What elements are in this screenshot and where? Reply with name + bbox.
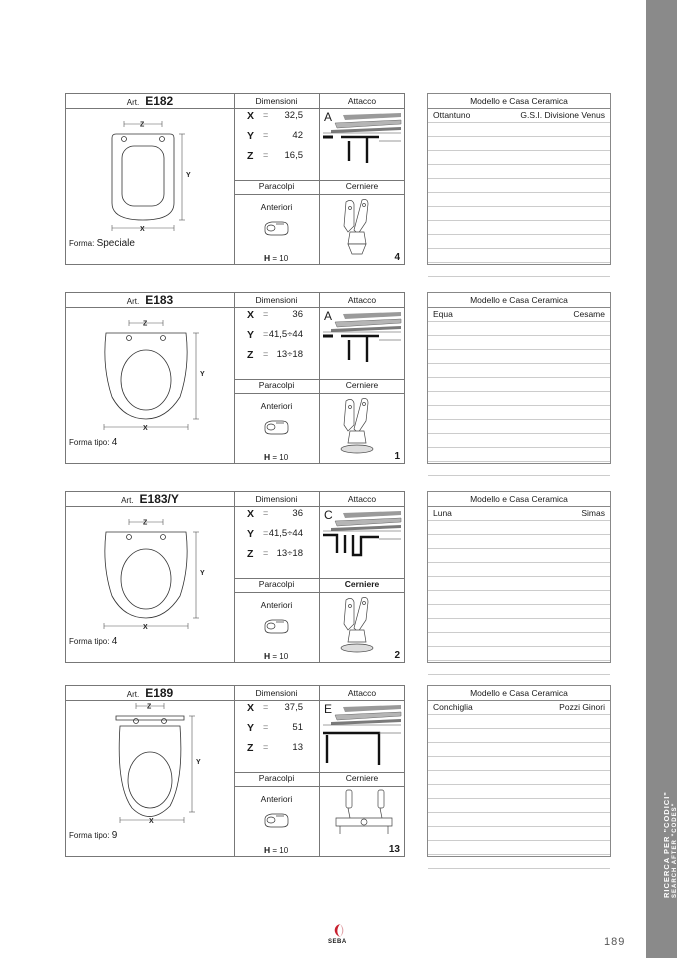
- bumper-icon: [262, 811, 292, 831]
- model-row: [428, 757, 610, 771]
- dim-y: 42: [292, 130, 303, 141]
- hinge-number: 2: [394, 650, 400, 661]
- h-value: H = 10: [264, 452, 289, 462]
- model-row: [428, 109, 610, 123]
- forma-value: 4: [111, 437, 118, 448]
- model-row: [428, 364, 610, 378]
- svg-text:Z: Z: [143, 519, 148, 527]
- product-table: [65, 685, 405, 857]
- dim-z: 13÷18: [276, 349, 303, 360]
- hinge-number: 13: [388, 844, 400, 855]
- h-value: H = 10: [264, 253, 289, 263]
- art-header: [66, 492, 234, 506]
- model-name: Equa: [433, 309, 453, 319]
- art-header: [66, 686, 234, 700]
- brand-name: SEBA: [328, 939, 347, 945]
- dim-y: 41,5÷44: [268, 329, 303, 340]
- dim-x: 32,5: [284, 110, 303, 121]
- dim-z: 13: [292, 742, 303, 753]
- model-row: [428, 715, 610, 729]
- model-row: [428, 841, 610, 855]
- model-row: [428, 123, 610, 137]
- attacco-header: Attacco: [347, 688, 377, 698]
- svg-text:Y: Y: [200, 371, 205, 378]
- model-name: Luna: [433, 508, 452, 518]
- model-row: [428, 420, 610, 434]
- sidebar-line-2: SEARCH AFTER "CODES": [672, 802, 678, 898]
- model-row: [428, 647, 610, 661]
- forma-label: Forma tipo: 4: [69, 636, 118, 647]
- product-block: [0, 292, 646, 465]
- model-row: [428, 521, 610, 535]
- cerniere-label: Cerniere: [344, 579, 380, 589]
- dimensioni-header: Dimensioni: [255, 688, 298, 698]
- svg-text:X: X: [143, 624, 148, 631]
- model-row: [428, 799, 610, 813]
- models-header: Modello e Casa Ceramica: [428, 94, 610, 109]
- paracolpi-label: Paracolpi: [258, 380, 295, 390]
- models-header: Modello e Casa Ceramica: [428, 686, 610, 701]
- dimensioni-header: Dimensioni: [255, 96, 298, 106]
- model-name: Conchiglia: [433, 702, 473, 712]
- dimensions: X = 37,5 Y = 51 Z = 13: [247, 702, 303, 754]
- seat-drawing: [66, 506, 234, 646]
- attacco-header: Attacco: [347, 494, 377, 504]
- svg-text:X: X: [149, 818, 154, 825]
- models-header: Modello e Casa Ceramica: [428, 293, 610, 308]
- svg-text:Y: Y: [200, 570, 205, 577]
- model-row: [428, 577, 610, 591]
- hinge-icon: [332, 788, 392, 850]
- cerniere-label: Cerniere: [345, 181, 379, 191]
- model-row: [428, 336, 610, 350]
- model-row: [428, 813, 610, 827]
- forma-value: 4: [111, 636, 118, 647]
- art-code: E183: [145, 293, 174, 307]
- dim-y: 51: [292, 722, 303, 733]
- dim-y: 41,5÷44: [268, 528, 303, 539]
- cerniere-label: Cerniere: [345, 773, 379, 783]
- model-row: [428, 350, 610, 364]
- dim-x: 36: [292, 508, 303, 519]
- cerniere-label: Cerniere: [345, 380, 379, 390]
- forma-label: Forma: Speciale: [69, 238, 135, 249]
- model-row: [428, 151, 610, 165]
- dim-z: 16,5: [284, 150, 303, 161]
- product-block: [0, 685, 646, 858]
- model-brand: Pozzi Ginori: [559, 702, 605, 712]
- dimensions: X = 32,5 Y = 42 Z = 16,5: [247, 110, 303, 162]
- anteriori-label: Anteriori: [260, 794, 293, 804]
- model-row: [428, 535, 610, 549]
- anteriori-label: Anteriori: [260, 600, 293, 610]
- model-row: [428, 165, 610, 179]
- product-block: [0, 491, 646, 664]
- model-row: [428, 563, 610, 577]
- model-row: [428, 633, 610, 647]
- seat-drawing: [66, 108, 234, 248]
- model-row: [428, 448, 610, 462]
- model-row: [428, 785, 610, 799]
- svg-text:X: X: [140, 226, 145, 233]
- model-row: [428, 378, 610, 392]
- models-table: [427, 93, 611, 265]
- attacco-header: Attacco: [347, 295, 377, 305]
- anteriori-label: Anteriori: [260, 401, 293, 411]
- attacco-diagram: [323, 111, 403, 177]
- hinge-number: 4: [394, 252, 400, 263]
- art-header: [66, 94, 234, 108]
- dim-x: 36: [292, 309, 303, 320]
- model-row: [428, 743, 610, 757]
- art-header: [66, 293, 234, 307]
- model-row: [428, 221, 610, 235]
- page-number: 189: [604, 936, 626, 948]
- dimensions: X = 36 Y = 41,5÷44 Z = 13÷18: [247, 309, 303, 361]
- product-table: [65, 93, 405, 265]
- attacco-diagram: [323, 509, 403, 575]
- attacco-diagram: [323, 310, 403, 376]
- model-row: [428, 392, 610, 406]
- attacco-letter: E: [324, 702, 333, 716]
- sidebar-label: [662, 791, 679, 898]
- model-row: [428, 661, 610, 675]
- attacco-header: Attacco: [347, 96, 377, 106]
- svg-text:X: X: [143, 425, 148, 432]
- sidebar-line-1: RICERCA PER "CODICI": [662, 791, 671, 898]
- model-row: [428, 855, 610, 869]
- h-value: H = 10: [264, 845, 289, 855]
- hinge-number: 1: [394, 451, 400, 462]
- svg-text:Y: Y: [186, 172, 191, 179]
- model-brand: Cesame: [573, 309, 605, 319]
- model-row: [428, 462, 610, 476]
- product-table: [65, 491, 405, 663]
- seat-drawing: [66, 307, 234, 447]
- art-code: E182: [145, 94, 174, 108]
- models-table: [427, 685, 611, 857]
- art-label: Art.: [126, 690, 140, 699]
- h-value: H = 10: [264, 651, 289, 661]
- dimensioni-header: Dimensioni: [255, 295, 298, 305]
- art-label: Art.: [126, 98, 140, 107]
- model-row: [428, 549, 610, 563]
- model-row: [428, 179, 610, 193]
- model-row: [428, 263, 610, 277]
- hinge-icon: [332, 594, 392, 656]
- model-row: [428, 235, 610, 249]
- model-row: [428, 605, 610, 619]
- bumper-icon: [262, 219, 292, 239]
- model-row: [428, 701, 610, 715]
- model-row: [428, 406, 610, 420]
- model-row: [428, 729, 610, 743]
- models-table: [427, 491, 611, 663]
- forma-label: Forma tipo: 9: [69, 830, 118, 841]
- model-row: [428, 308, 610, 322]
- model-row: [428, 137, 610, 151]
- dimensioni-header: Dimensioni: [255, 494, 298, 504]
- attacco-diagram: [323, 703, 403, 769]
- paracolpi-label: Paracolpi: [258, 181, 295, 191]
- dimensions: X = 36 Y = 41,5÷44 Z = 13÷18: [247, 508, 303, 560]
- svg-text:Z: Z: [147, 703, 152, 711]
- hinge-icon: [332, 395, 392, 457]
- model-row: [428, 771, 610, 785]
- models-table: [427, 292, 611, 464]
- art-code: E189: [145, 686, 174, 700]
- models-header: Modello e Casa Ceramica: [428, 492, 610, 507]
- hinge-icon: [332, 196, 392, 258]
- forma-value: 9: [111, 830, 118, 841]
- model-row: [428, 619, 610, 633]
- model-row: [428, 507, 610, 521]
- model-row: [428, 434, 610, 448]
- attacco-letter: C: [324, 508, 333, 522]
- model-row: [428, 591, 610, 605]
- dim-x: 37,5: [284, 702, 303, 713]
- paracolpi-label: Paracolpi: [258, 773, 295, 783]
- art-label: Art.: [121, 496, 134, 505]
- product-block: [0, 93, 646, 266]
- model-row: [428, 207, 610, 221]
- model-row: [428, 827, 610, 841]
- model-row: [428, 193, 610, 207]
- model-name: Ottantuno: [433, 110, 471, 120]
- anteriori-label: Anteriori: [260, 202, 293, 212]
- forma-label: Forma tipo: 4: [69, 437, 118, 448]
- svg-text:Y: Y: [196, 759, 201, 766]
- seat-drawing: [66, 700, 234, 840]
- forma-value: Speciale: [96, 238, 135, 249]
- bumper-icon: [262, 617, 292, 637]
- model-row: [428, 322, 610, 336]
- model-brand: G.S.I. Divisione Venus: [520, 110, 605, 120]
- art-label: Art.: [126, 297, 140, 306]
- product-table: [65, 292, 405, 464]
- model-brand: Simas: [581, 508, 605, 518]
- art-code: E183/Y: [139, 492, 179, 506]
- svg-text:Z: Z: [143, 320, 148, 328]
- seba-logo: [328, 922, 352, 948]
- bumper-icon: [262, 418, 292, 438]
- dim-z: 13÷18: [276, 548, 303, 559]
- attacco-letter: A: [324, 110, 333, 124]
- model-row: [428, 249, 610, 263]
- attacco-letter: A: [324, 309, 333, 323]
- svg-text:Z: Z: [140, 121, 145, 129]
- paracolpi-label: Paracolpi: [258, 579, 295, 589]
